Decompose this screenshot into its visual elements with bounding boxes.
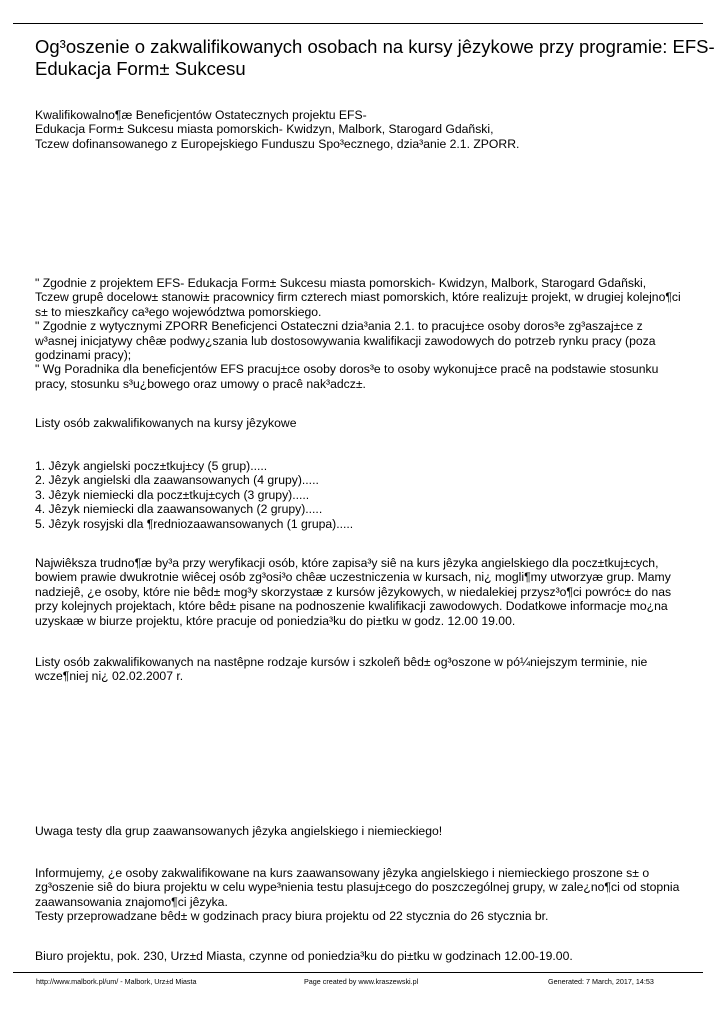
intro-line: Edukacja Form± Sukcesu miasta pomorskich- Kwidzyn, Malbork, Starogard Gdañski, bbox=[35, 122, 494, 137]
header-rule bbox=[13, 23, 703, 24]
page-title bbox=[35, 36, 715, 80]
list-item: 2. Jêzyk angielski dla zaawansowanych (4 grupy)..... bbox=[35, 473, 319, 488]
difficulty-paragraph bbox=[35, 556, 700, 628]
intro-line: Tczew dofinansowanego z Europejskiego Funduszu Spo³ecznego, dzia³anie 2.1. ZPORR. bbox=[35, 136, 520, 151]
lists-heading-text: Listy osób zakwalifikowanych na kursy jêzykowe bbox=[35, 416, 297, 430]
criteria-line: Tczew grupê docelow± stanowi± pracownicy firm czterech miast pomorskich, które realizuj± projekt, w drugiej kolejno¶ci bbox=[35, 290, 681, 305]
course-list bbox=[35, 459, 700, 531]
difficulty-line: uzyskaæ w biurze projektu, które pracuje od poniedzia³ku do pi±tku w godz. 12.00 19.00. bbox=[35, 613, 516, 628]
difficulty-line: Najwiêksza trudno¶æ by³a przy weryfikacji osób, które zapisa³y siê na kurs jêzyka angielskiego dla pocz±tkuj±cych, bbox=[35, 556, 659, 570]
later-lists-paragraph bbox=[35, 655, 700, 684]
criteria-line: w³asnej inicjatywy chêæ podwy¿szania lub dostosowywania kwalifikacji zawodowych do potrzeb rynku pracy (poza bbox=[35, 333, 656, 348]
lists-heading bbox=[35, 416, 700, 430]
criteria-line: s± to mieszkañcy ca³ego województwa pomorskiego. bbox=[35, 304, 322, 319]
criteria-paragraph bbox=[35, 276, 700, 391]
intro-paragraph bbox=[35, 108, 700, 151]
list-item: 1. Jêzyk angielski pocz±tkuj±cy (5 grup)..... bbox=[35, 459, 268, 473]
intro-line: Kwalifikowalno¶æ Beneficjentów Ostatecznych projektu EFS- bbox=[35, 108, 367, 122]
footer-credit-link[interactable]: Page created by www.kraszewski.pl bbox=[304, 977, 419, 986]
later-lists-line: wcze¶niej ni¿ 02.02.2007 r. bbox=[35, 669, 184, 684]
footer-generated-date: Generated: 7 March, 2017, 14:53 bbox=[548, 977, 654, 986]
tests-info-line: Informujemy, ¿e osoby zakwalifikowane na kurs zaawansowany jêzyka angielskiego i niemieckiego proszone s± o bbox=[35, 866, 650, 880]
tests-info-line: zaawansowania znajomo¶ci jêzyka. bbox=[35, 894, 228, 909]
criteria-line: pracy, stosunku s³u¿bowego oraz umowy o pracê nak³adcz±. bbox=[35, 376, 366, 391]
criteria-line: " Zgodnie z wytycznymi ZPORR Beneficjenci Ostateczni dzia³ania 2.1. to pracuj±ce osoby doros³e zg³aszaj±ce z bbox=[35, 319, 643, 334]
tests-heading bbox=[35, 824, 700, 838]
title-line-2: Edukacja Form± Sukcesu bbox=[35, 58, 246, 79]
list-item: 5. Jêzyk rosyjski dla ¶redniozaawansowanych (1 grupa)..... bbox=[35, 516, 354, 531]
tests-info-line: zg³oszenie siê do biura projektu w celu wype³nienia testu plasuj±cego do poszczególnej grupy, w zale¿no¶ci od stopnia bbox=[35, 880, 680, 895]
list-item: 3. Jêzyk niemiecki dla pocz±tkuj±cych (3 grupy)..... bbox=[35, 487, 310, 502]
tests-info-paragraph bbox=[35, 866, 700, 924]
title-line-1: Og³oszenie o zakwalifikowanych osobach na kursy jêzykowe przy programie: EFS- bbox=[35, 36, 715, 57]
difficulty-line: bowiem prawie dwukrotnie wiêcej osób zg³osi³o chêæ uczestniczenia w kursach, ni¿ mogli¶my utworzyæ grup. Mamy bbox=[35, 570, 671, 585]
difficulty-line: przy kolejnych projektach, które bêd± pisane na podnoszenie kwalifikacji zawodowych. Dodatkowe informacje mo¿na bbox=[35, 599, 668, 614]
tests-heading-text: Uwaga testy dla grup zaawansowanych jêzyka angielskiego i niemieckiego! bbox=[35, 824, 443, 838]
later-lists-line: Listy osób zakwalifikowanych na nastêpne rodzaje kursów i szkoleñ bêd± og³oszone w pó¼niejszym terminie, nie bbox=[35, 655, 648, 669]
difficulty-line: nadziejê, ¿e osoby, które nie bêd± mog³y skorzystaæ z kursów jêzykowych, w niedalekiej przysz³o¶ci powróc± do nas bbox=[35, 584, 672, 599]
footer-source-link[interactable]: http://www.malbork.pl/um/ - Malbork, Urz±d Miasta bbox=[36, 977, 197, 986]
footer-rule bbox=[13, 972, 703, 973]
criteria-line: " Zgodnie z projektem EFS- Edukacja Form± Sukcesu miasta pomorskich- Kwidzyn, Malbork, Starogard Gdañski, bbox=[35, 276, 647, 290]
tests-info-line: Testy przeprowadzane bêd± w godzinach pracy biura projektu od 22 stycznia do 26 stycznia br. bbox=[35, 909, 549, 924]
list-item: 4. Jêzyk niemiecki dla zaawansowanych (2 grupy)..... bbox=[35, 502, 323, 517]
criteria-line: " Wg Poradnika dla beneficjentów EFS pracuj±ce osoby doros³e to osoby wykonuj±ce pracê na podstawie stosunku bbox=[35, 362, 659, 377]
criteria-line: godzinami pracy); bbox=[35, 348, 132, 363]
office-hours-text: Biuro projektu, pok. 230, Urz±d Miasta, czynne od poniedzia³ku do pi±tku w godzinach 12.00-19.00. bbox=[35, 949, 573, 963]
office-hours bbox=[35, 949, 700, 963]
